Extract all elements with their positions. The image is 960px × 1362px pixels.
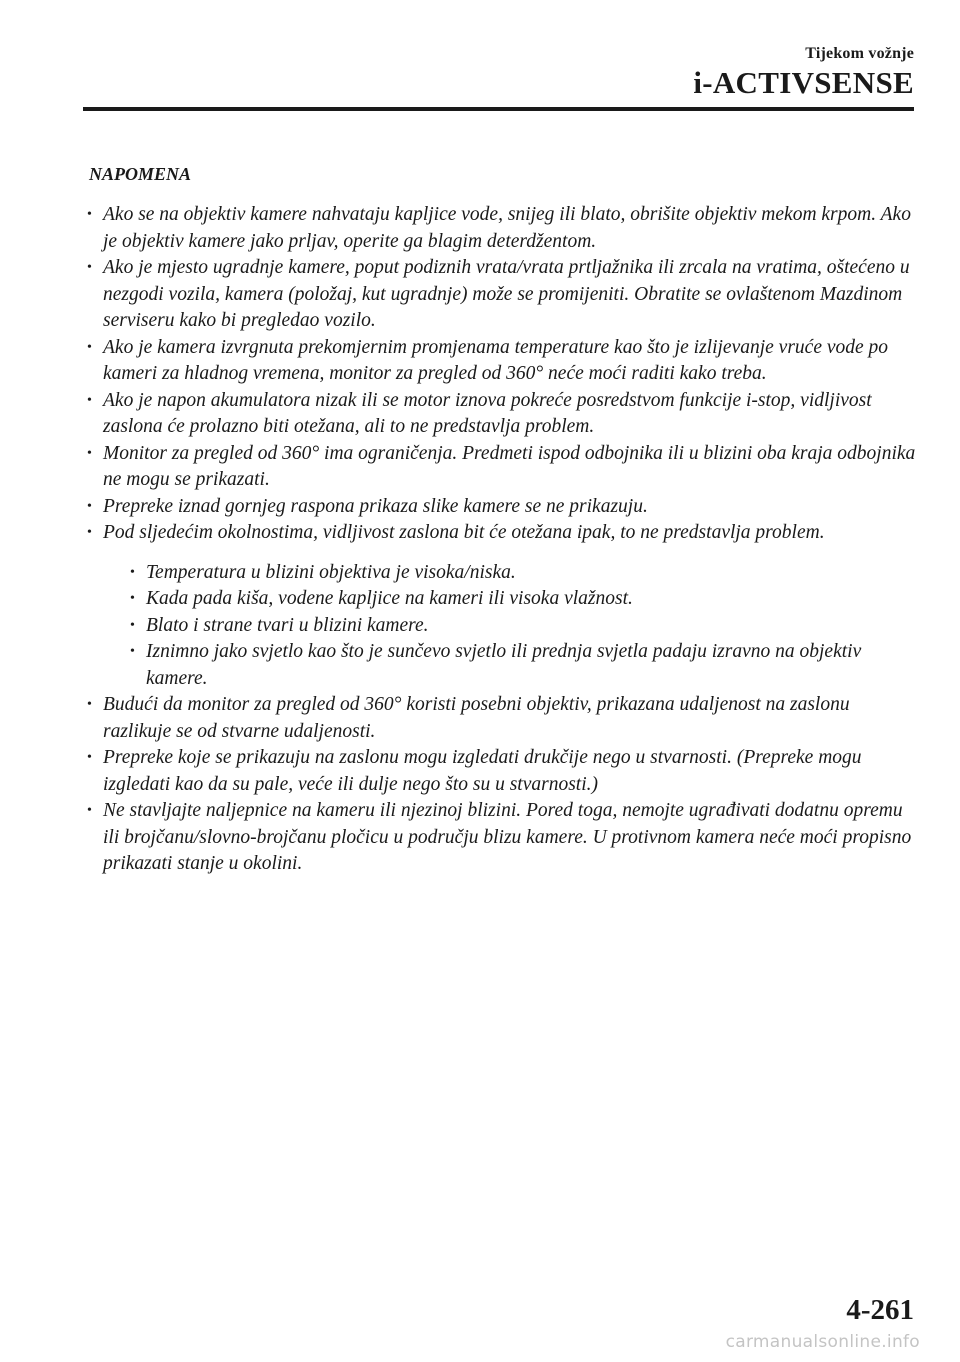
sub-list (103, 560, 918, 693)
note-block (83, 160, 918, 878)
bullet-icon: • (87, 498, 92, 514)
bullet-icon: • (87, 803, 92, 818)
note-item-text: Ne stavljajte naljepnice na kameru ili njezinoj blizini. Pored toga, nemojte ugrađivati dodatnu opremu ili brojčanu/slovno-brojčanu pločicu u području blizu kamere. U protivnom kamera neće moći propisno prikazati stanje u okolini. (103, 800, 912, 874)
note-item-text: Prepreke iznad gornjeg raspona prikaza slike kamere se ne prikazuju. (103, 495, 648, 517)
note-item-text: Monitor za pregled od 360° ima ograničenja. Predmeti ispod odbojnika ili u blizini oba kraja odbojnika ne mogu se prikazati. (103, 442, 916, 490)
sub-item-text: Blato i strane tvari u blizini kamere. (146, 614, 429, 636)
bullet-icon: • (87, 697, 92, 712)
note-item (83, 441, 918, 494)
sub-item (126, 586, 918, 613)
note-item (83, 692, 918, 745)
sub-item-text: Iznimno jako svjetlo kao što je sunčevo svjetlo ili prednja svjetla padaju izravno na objektiv kamere. (146, 641, 862, 689)
note-heading: NAPOMENA (89, 164, 192, 184)
chapter-title: i-ACTIVSENSE (693, 65, 914, 100)
watermark-text: carmanualsonline.info (725, 1332, 920, 1352)
bullet-icon: • (87, 207, 92, 222)
sub-item (126, 639, 918, 692)
bullet-icon: • (87, 260, 92, 275)
note-item (83, 335, 918, 388)
note-item (83, 520, 918, 692)
note-item-text: Pod sljedećim okolnostima, vidljivost zaslona bit će otežana ipak, to ne predstavlja problem. (103, 522, 825, 543)
note-item (83, 202, 918, 255)
bullet-icon: • (87, 392, 92, 408)
note-item (83, 745, 918, 798)
note-list (83, 202, 918, 878)
note-item-text: Prepreke koje se prikazuju na zaslonu mogu izgledati drukčije nego u stvarnosti. (Prepreke mogu izgledati kao da su pale, veće ili dulje nego što su u stvarnosti.) (103, 747, 862, 795)
sub-item-text: Kada pada kiša, vodene kapljice na kameri ili visoka vlažnost. (146, 588, 633, 609)
bullet-icon: • (130, 564, 135, 580)
sub-item-text: Temperatura u blizini objektiva je visoka/niska. (146, 561, 516, 583)
bullet-icon: • (87, 750, 92, 765)
bullet-icon: • (130, 591, 135, 606)
note-item-text: Ako se na objektiv kamere nahvataju kapljice vode, snijeg ili blato, obrišite objektiv mekom krpom. Ako je objektiv kamere jako prljav, operite ga blagim deterdžentom. (103, 204, 911, 252)
bullet-icon: • (87, 445, 92, 461)
header-divider (83, 107, 914, 111)
page-number: 4-261 (846, 1294, 914, 1326)
bullet-icon: • (130, 644, 135, 659)
sub-item (126, 560, 918, 587)
note-item-text: Budući da monitor za pregled od 360° koristi posebni objektiv, prikazana udaljenost na zaslonu razlikuje se od stvarne udaljenosti. (103, 694, 850, 742)
page-header (693, 44, 914, 101)
note-item-text: Ako je mjesto ugradnje kamere, poput podiznih vrata/vrata prtljažnika ili zrcala na vratima, oštećeno u nezgodi vozila, kamera (položaj, kut ugradnje) može se promijeniti. Obratite se ovlaštenom Mazdinom serviseru kako bi pregledao vozilo. (103, 257, 910, 331)
bullet-icon: • (87, 525, 92, 540)
note-item (83, 255, 918, 335)
note-item (83, 494, 918, 521)
note-item-text: Ako je kamera izvrgnuta prekomjernim promjenama temperature kao što je izlijevanje vruće vode po kameri za hladnog vremena, monitor za pregled od 360° neće moći raditi kako treba. (103, 336, 889, 384)
note-item-text: Ako je napon akumulatora nizak ili se motor iznova pokreće posredstvom funkcije i-stop, vidljivost zaslona će prolazno biti otežana, ali to ne predstavlja problem. (103, 389, 872, 437)
note-item (83, 388, 918, 441)
section-label: Tijekom vožnje (805, 45, 914, 62)
bullet-icon: • (130, 617, 135, 633)
bullet-icon: • (87, 339, 92, 355)
sub-item (126, 613, 918, 640)
note-item (83, 798, 918, 878)
